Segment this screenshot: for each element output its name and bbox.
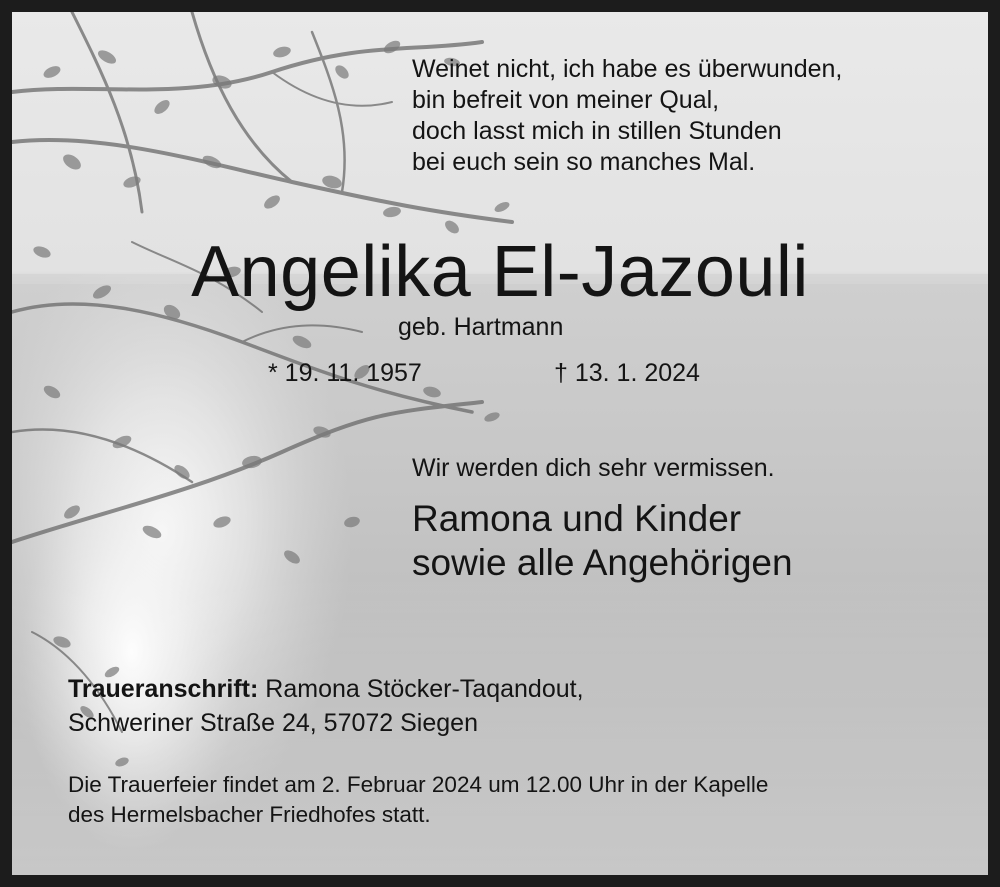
poem-line: Weinet nicht, ich habe es überwunden, bbox=[412, 55, 843, 83]
poem bbox=[412, 54, 842, 178]
maiden-name: geb. Hartmann bbox=[398, 313, 564, 341]
funeral-line: Die Trauerfeier findet am 2. Februar 2024 um 12.00 Uhr in der Kapelle bbox=[68, 772, 769, 797]
address-street: Schweriner Straße 24, 57072 Siegen bbox=[68, 709, 478, 737]
address-label: Traueranschrift: bbox=[68, 675, 259, 703]
mourners-list bbox=[412, 497, 793, 585]
poem-line: doch lasst mich in stillen Stunden bbox=[412, 117, 782, 145]
funeral-line: des Hermelsbacher Friedhofes statt. bbox=[68, 802, 431, 827]
poem-line: bin befreit von meiner Qual, bbox=[412, 86, 720, 114]
mourning-address bbox=[68, 672, 584, 740]
mourners-line: sowie alle Angehörigen bbox=[412, 542, 793, 583]
background-photo bbox=[12, 12, 988, 875]
deceased-name: Angelika El-Jazouli bbox=[191, 232, 809, 312]
funeral-info bbox=[68, 770, 768, 830]
address-recipient: Ramona Stöcker-Taqandout, bbox=[258, 675, 584, 703]
address-line bbox=[68, 672, 584, 706]
poem-line: bei euch sein so manches Mal. bbox=[412, 148, 756, 176]
death-date: † 13. 1. 2024 bbox=[554, 359, 700, 387]
birth-date: * 19. 11. 1957 bbox=[268, 359, 422, 387]
mourners-line: Ramona und Kinder bbox=[412, 498, 742, 539]
farewell-message: Wir werden dich sehr vermissen. bbox=[412, 454, 775, 482]
